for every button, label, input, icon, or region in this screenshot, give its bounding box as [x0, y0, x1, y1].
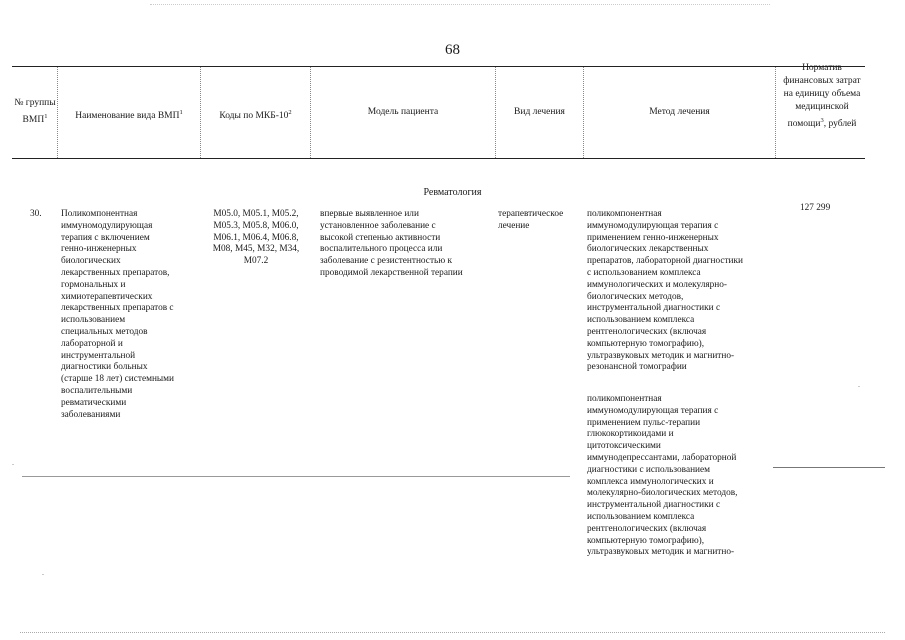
row-number: 30. — [30, 209, 42, 219]
text-line: лекарственных препаратов, — [61, 267, 170, 278]
header-cost-norm: Норматив финансовых затрат на единицу объема медицинской помощи$^3$, рублей — [783, 63, 861, 130]
text-line: компьютерную томографию), — [587, 338, 705, 349]
column-divider — [583, 67, 584, 158]
text-line: глюкокортикоидами и — [587, 429, 674, 440]
text-line: специальных методов — [61, 326, 148, 337]
scan-rule — [150, 4, 770, 5]
text-line: использованием — [61, 315, 126, 326]
text-line: M05.3, M05.8, M06.0, — [213, 220, 299, 231]
icd-codes-cell — [203, 209, 309, 268]
section-title: Ревматология — [423, 187, 482, 198]
text-line: ультразвуковых методик и магнитно- — [587, 547, 735, 558]
header-bottom-rule — [12, 158, 865, 159]
text-line: иммуномодулирующая терапия с — [587, 405, 719, 416]
column-divider — [495, 67, 496, 158]
text-line: высокой степенью активности — [320, 232, 441, 243]
column-divider — [310, 67, 311, 158]
page-number: 68 — [445, 42, 460, 58]
text-line: инструментальной диагностики с — [587, 303, 721, 314]
text-line: Поликомпонентная — [61, 209, 138, 219]
text-line: биологических — [61, 256, 121, 267]
text-line: лекарственных препаратов с — [61, 303, 174, 314]
column-divider — [775, 67, 776, 158]
text-line: M06.1, M06.4, M06.8, — [213, 232, 299, 243]
text-line: лечение — [498, 220, 530, 231]
text-line: M08, M45, M32, M34, — [212, 244, 300, 255]
text-line: применением генно-инженерных — [587, 232, 719, 243]
text-line: биологических лекарственных — [587, 244, 709, 255]
text-line: ревматическими — [61, 397, 127, 408]
header-treatment-type: Вид лечения — [514, 107, 565, 117]
text-line: генно-инженерных — [61, 244, 137, 255]
text-line: с использованием комплекса — [587, 267, 701, 278]
scan-rule — [22, 476, 570, 477]
text-line: M07.2 — [243, 256, 269, 267]
column-divider — [57, 67, 58, 158]
text-line: впервые выявленное или — [320, 209, 419, 219]
text-line: комплекса иммунологических и — [587, 476, 714, 487]
text-line: M05.0, M05.1, M05.2, — [213, 209, 299, 219]
text-line: химиотерапевтических — [61, 291, 153, 302]
text-line: компьютерную томографию), — [587, 535, 705, 546]
header-patient-model: Модель пациента — [367, 107, 439, 117]
text-line: рентгенологических (включая — [587, 523, 707, 534]
header-icd-codes: Коды по МКБ-$10^2$ — [219, 109, 292, 122]
text-line: диагностики с использованием — [587, 464, 711, 475]
text-line: (старше 18 лет) системными — [61, 374, 175, 385]
vmp-name-cell — [61, 209, 199, 421]
header-treatment-method: Метод лечения — [649, 107, 710, 117]
text-line: инструментальной — [61, 350, 136, 361]
text-line: препаратов, лабораторной диагностики — [587, 256, 744, 267]
text-line: иммуномодулирующая — [61, 220, 153, 231]
header-group-no: № группы ВМП$^1$ — [14, 98, 56, 126]
column-divider — [200, 67, 201, 158]
text-line: воспалительного процесса или — [320, 244, 443, 255]
text-line: иммуномодулирующая терапия с — [587, 220, 719, 231]
treatment-method-1 — [587, 209, 777, 374]
scan-rule — [773, 467, 885, 468]
text-line: диагностики больных — [61, 362, 148, 373]
text-line: гормональных и — [61, 279, 126, 290]
header-top-rule — [12, 66, 865, 67]
text-line: использованием комплекса — [587, 511, 695, 522]
text-line: биологических методов, — [587, 291, 684, 302]
treatment-method-2 — [587, 394, 777, 559]
scan-speck: . — [42, 568, 44, 577]
text-line: иммунологических и молекулярно- — [587, 279, 727, 290]
scan-speck: . — [12, 458, 14, 467]
text-line: заболеваниями — [61, 409, 121, 420]
patient-model-cell — [320, 209, 496, 280]
scan-rule — [20, 632, 885, 633]
header-vmp-name: Наименование вида ВМП$^1$ — [75, 109, 183, 122]
text-line: рентгенологических (включая — [587, 326, 707, 337]
text-line: терапия с включением — [61, 232, 150, 243]
text-line: цитотоксическими — [587, 441, 661, 452]
text-line: применением пульс-терапии — [587, 417, 701, 428]
text-line: поликомпонентная — [587, 209, 662, 219]
text-line: ультразвуковых методик и магнитно- — [587, 350, 735, 361]
scan-speck: . — [858, 380, 860, 389]
text-line: установленное заболевание с — [320, 220, 436, 231]
text-line: воспалительными — [61, 385, 133, 396]
text-line: заболевание с резистентностью к — [320, 256, 453, 267]
text-line: иммунодепрессантами, лабораторной — [587, 452, 737, 463]
text-line: инструментальной диагностики с — [587, 500, 721, 511]
cost-cell: 127 299 — [800, 203, 831, 213]
text-line: молекулярно-биологических методов, — [587, 488, 738, 499]
text-line: использованием комплекса — [587, 315, 695, 326]
text-line: резонансной томографии — [587, 362, 687, 373]
text-line: проводимой лекарственной терапии — [320, 267, 463, 278]
treatment-type-cell — [498, 209, 582, 233]
text-line: поликомпонентная — [587, 394, 662, 404]
text-line: лабораторной и — [61, 338, 123, 349]
text-line: терапевтическое — [498, 209, 564, 219]
